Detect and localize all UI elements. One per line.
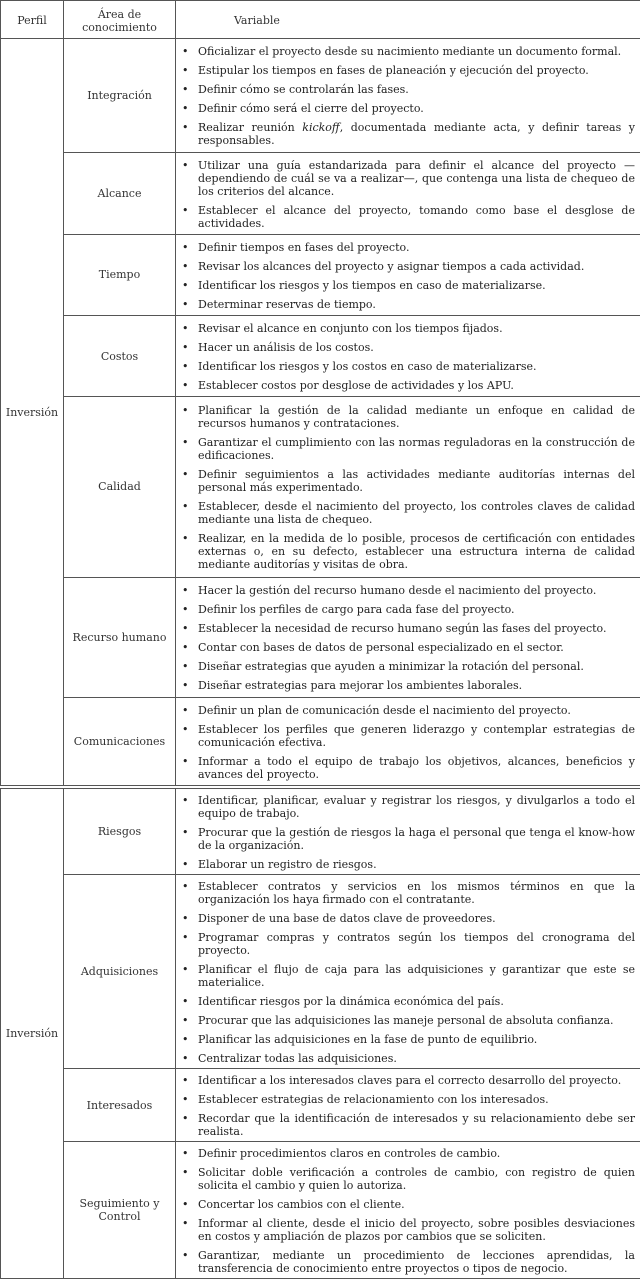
area-cell-costos: Costos: [64, 316, 176, 397]
variable-item: • Procurar que la gestión de riesgos la haga el personal que tenga el know-how de la organización.: [179, 826, 635, 852]
variables-cell: [176, 577, 640, 697]
variable-item: • Disponer de una base de datos clave de proveedores.: [179, 912, 635, 925]
header-perfil: Perfil: [1, 1, 64, 39]
variables-cell: [176, 152, 640, 234]
variable-list: [179, 1069, 635, 1141]
variable-item: • Garantizar, mediante un procedimiento de lecciones aprendidas, la transferencia de conocimiento entre proyectos o tipos de negocio.: [179, 1249, 635, 1275]
variable-item: • Realizar reunión kickoff, documentada mediante acta, y definir tareas y responsables.: [179, 121, 635, 147]
variable-item: • Determinar reservas de tiempo.: [179, 298, 635, 311]
variables-cell: [176, 789, 640, 875]
variable-list: [179, 699, 635, 784]
variable-item: • Estipular los tiempos en fases de planeación y ejecución del proyecto.: [179, 64, 635, 77]
variable-item: • Planificar el flujo de caja para las adquisiciones y garantizar que este se materialice.: [179, 963, 635, 989]
variable-item: • Definir cómo se controlarán las fases.: [179, 83, 635, 96]
variable-list: [179, 1142, 635, 1278]
area-cell-integracion: Integración: [64, 39, 176, 153]
variable-item: • Utilizar una guía estandarizada para definir el alcance del proyecto —dependiendo de cuál se va a realizar—, que contenga una lista de chequeo de los criterios del alcance.: [179, 159, 635, 198]
area-cell-recurso-humano: Recurso humano: [64, 577, 176, 697]
area-cell-calidad: Calidad: [64, 397, 176, 578]
variable-item: • Definir los perfiles de cargo para cada fase del proyecto.: [179, 603, 635, 616]
variable-item: • Contar con bases de datos de personal especializado en el sector.: [179, 641, 635, 654]
variable-item: • Establecer los perfiles que generen liderazgo y contemplar estrategias de comunicación efectiva.: [179, 723, 635, 749]
variable-item: • Revisar los alcances del proyecto y asignar tiempos a cada actividad.: [179, 260, 635, 273]
variable-item: • Solicitar doble verificación a controles de cambio, con registro de quien solicita el cambio y quien lo autoriza.: [179, 1166, 635, 1192]
variables-cell: [176, 234, 640, 315]
variable-item: • Concertar los cambios con el cliente.: [179, 1198, 635, 1211]
variable-item: • Identificar los riesgos y los tiempos en caso de materializarse.: [179, 279, 635, 292]
variables-cell: [176, 39, 640, 153]
variable-item: • Hacer un análisis de los costos.: [179, 341, 635, 354]
variables-cell: [176, 1069, 640, 1142]
variable-item: • Establecer el alcance del proyecto, tomando como base el desglose de actividades.: [179, 204, 635, 230]
variable-item: • Definir cómo será el cierre del proyecto.: [179, 102, 635, 115]
area-row-seguimiento-y-control: [1, 1142, 640, 1279]
perfil-cell: Inversión: [1, 789, 64, 1279]
variable-item: • Diseñar estrategias para mejorar los ambientes laborales.: [179, 679, 635, 692]
variable-item: • Recordar que la identificación de interesados y su relacionamiento debe ser realista.: [179, 1112, 635, 1138]
header-variable: Variable: [176, 1, 640, 39]
area-row-comunicaciones: [1, 697, 640, 785]
area-row-adquisiciones: [1, 875, 640, 1069]
variable-item: • Centralizar todas las adquisiciones.: [179, 1052, 635, 1065]
table-header-row: [1, 1, 640, 39]
variable-list: [179, 579, 635, 695]
variables-cell: [176, 397, 640, 578]
area-cell-interesados: Interesados: [64, 1069, 176, 1142]
perfil-cell: Inversión: [1, 39, 64, 786]
area-cell-alcance: Alcance: [64, 152, 176, 234]
variable-item: • Hacer la gestión del recurso humano desde el nacimiento del proyecto.: [179, 584, 635, 597]
variable-item: • Garantizar el cumplimiento con las normas reguladoras en la construcción de edificaciones.: [179, 436, 635, 462]
variable-list: [179, 875, 635, 1068]
variable-item: • Definir seguimientos a las actividades mediante auditorías internas del personal más experimentado.: [179, 468, 635, 494]
area-row-recurso-humano: [1, 577, 640, 697]
variable-item: • Definir un plan de comunicación desde el nacimiento del proyecto.: [179, 704, 635, 717]
variable-item: • Definir procedimientos claros en controles de cambio.: [179, 1147, 635, 1160]
variable-list: [179, 154, 635, 233]
variable-item: • Diseñar estrategias que ayuden a minimizar la rotación del personal.: [179, 660, 635, 673]
variable-item: • Informar a todo el equipo de trabajo los objetivos, alcances, beneficios y avances del proyecto.: [179, 755, 635, 781]
variable-item: • Oficializar el proyecto desde su nacimiento mediante un documento formal.: [179, 45, 635, 58]
variable-item: • Revisar el alcance en conjunto con los tiempos fijados.: [179, 322, 635, 335]
area-cell-tiempo: Tiempo: [64, 234, 176, 315]
variable-item: • Definir tiempos en fases del proyecto.: [179, 241, 635, 254]
variable-item: • Planificar las adquisiciones en la fase de punto de equilibrio.: [179, 1033, 635, 1046]
variable-item: • Identificar los riesgos y los costos en caso de materializarse.: [179, 360, 635, 373]
variable-item: • Identificar riesgos por la dinámica económica del país.: [179, 995, 635, 1008]
variable-item: • Establecer, desde el nacimiento del proyecto, los controles claves de calidad mediante una lista de chequeo.: [179, 500, 635, 526]
variable-item: • Establecer la necesidad de recurso humano según las fases del proyecto.: [179, 622, 635, 635]
variables-cell: [176, 316, 640, 397]
variable-item: • Establecer costos por desglose de actividades y los APU.: [179, 379, 635, 392]
area-row-calidad: [1, 397, 640, 578]
area-cell-adquisiciones: Adquisiciones: [64, 875, 176, 1069]
variable-item: • Identificar, planificar, evaluar y registrar los riesgos, y divulgarlos a todo el equipo de trabajo.: [179, 794, 635, 820]
variable-item: • Establecer contratos y servicios en los mismos términos en que la organización los haya firmado con el contratante.: [179, 880, 635, 906]
header-area: Área de conocimiento: [64, 1, 176, 39]
variable-item: • Informar al cliente, desde el inicio del proyecto, sobre posibles desviaciones en costos y ampliación de plazos por cambios que se soliciten.: [179, 1217, 635, 1243]
area-row-costos: [1, 316, 640, 397]
variable-item: • Procurar que las adquisiciones las maneje personal de absoluta confianza.: [179, 1014, 635, 1027]
variable-list: [179, 789, 635, 874]
area-cell-comunicaciones: Comunicaciones: [64, 697, 176, 785]
variables-cell: [176, 697, 640, 785]
area-cell-seguimiento-y-control: Seguimiento y Control: [64, 1142, 176, 1279]
area-row-alcance: [1, 152, 640, 234]
area-row-integracion: [1, 39, 640, 153]
area-row-riesgos: [1, 789, 640, 875]
variable-list: [179, 317, 635, 395]
area-row-interesados: [1, 1069, 640, 1142]
variable-list: [179, 40, 635, 150]
area-row-tiempo: [1, 234, 640, 315]
knowledge-table-part-2: [0, 788, 640, 1279]
area-cell-riesgos: Riesgos: [64, 789, 176, 875]
variable-item: • Elaborar un registro de riesgos.: [179, 858, 635, 871]
variable-item: • Programar compras y contratos según los tiempos del cronograma del proyecto.: [179, 931, 635, 957]
variable-item: • Planificar la gestión de la calidad mediante un enfoque en calidad de recursos humanos y contrataciones.: [179, 404, 635, 430]
variable-list: [179, 236, 635, 314]
variables-cell: [176, 1142, 640, 1279]
variables-cell: [176, 875, 640, 1069]
variable-item: • Realizar, en la medida de lo posible, procesos de certificación con entidades externas o, en su defecto, establecer una estructura interna de calidad mediante auditorías y visitas de obra.: [179, 532, 635, 571]
variable-item: • Identificar a los interesados claves para el correcto desarrollo del proyecto.: [179, 1074, 635, 1087]
variable-item: • Establecer estrategias de relacionamiento con los interesados.: [179, 1093, 635, 1106]
variable-list: [179, 399, 635, 574]
